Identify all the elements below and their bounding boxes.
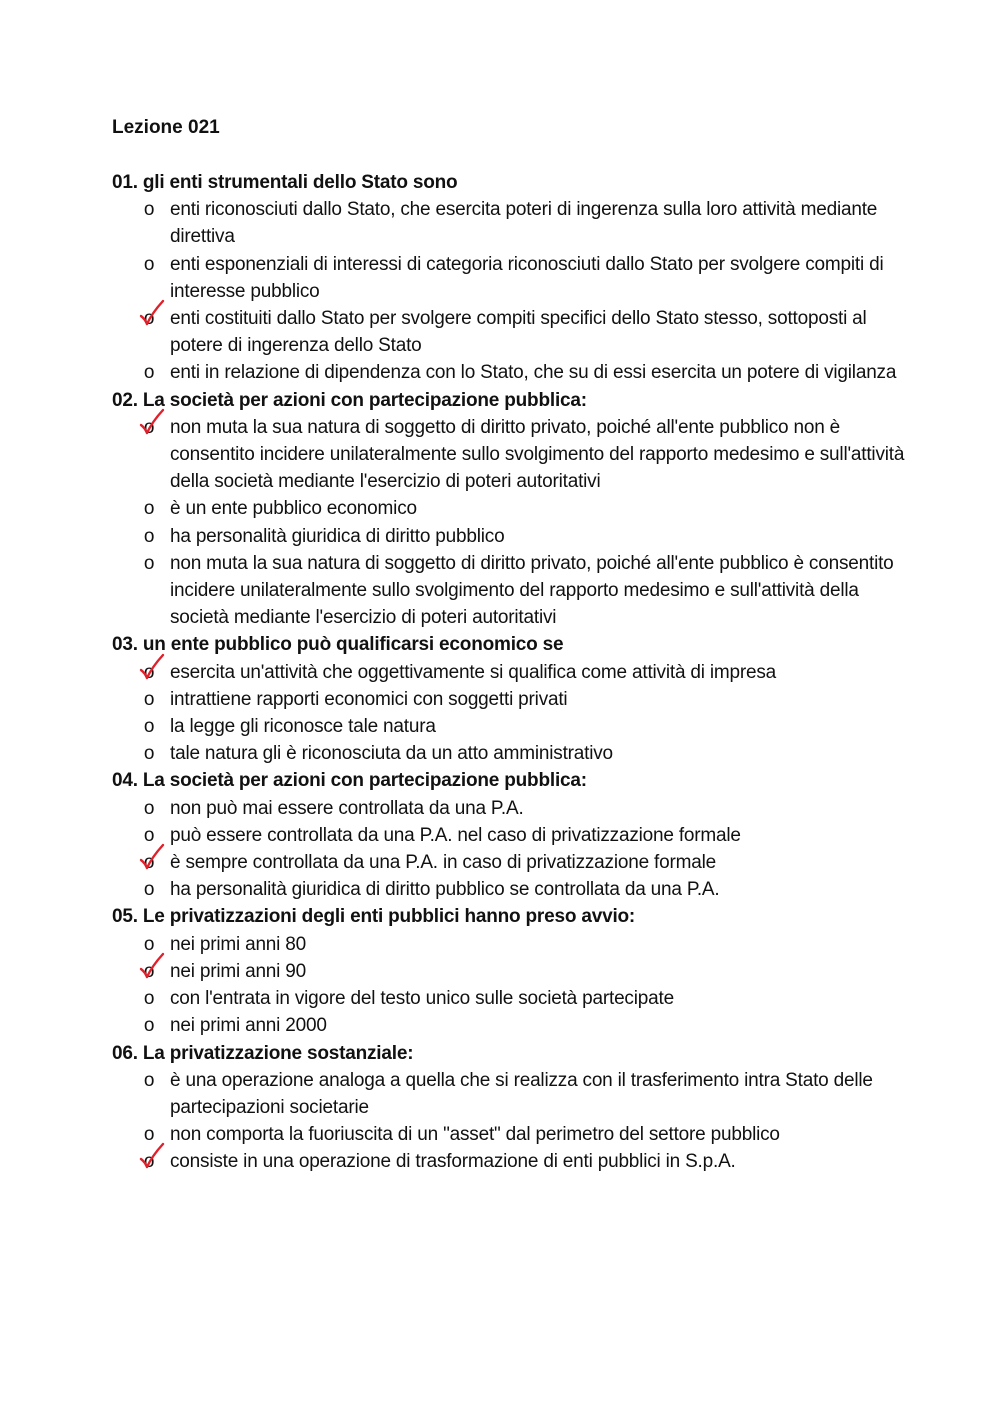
option-text: consiste in una operazione di trasformazione di enti pubblici in S.p.A. [170,1151,736,1173]
bullet-icon: o [143,824,155,846]
answer-option [112,713,912,740]
bullet-icon: o [143,852,155,874]
option-text: esercita un'attività che oggettivamente si qualifica come attività di impresa [170,661,777,683]
question-text: 03. un ente pubblico può qualificarsi economico se [112,634,564,656]
answer-option [112,1067,912,1121]
bullet-icon: o [143,416,155,438]
bullet-icon: o [143,661,155,683]
answer-option [112,985,912,1012]
answer-option [112,822,912,849]
checkmark-icon [138,952,168,982]
answer-option [112,686,912,713]
option-text: non muta la sua natura di soggetto di diritto privato, poiché all'ente pubblico non è consentito incidere unilateralmente sullo svolgimento del rapporto medesimo e sull'attività della società mediante l'esercizio di poteri autoritativi [170,416,905,493]
option-list [112,1067,912,1176]
bullet-icon: o [143,1069,155,1091]
bullet-icon: o [143,308,155,330]
answer-option [112,305,912,359]
option-text: ha personalità giuridica di diritto pubblico se controllata da una P.A. [170,879,720,901]
answer-option [112,251,912,305]
bullet-icon: o [143,253,155,275]
bullet-icon: o [143,797,155,819]
option-text: nei primi anni 90 [170,960,307,982]
checkmark-icon [138,408,168,438]
bullet-icon: o [143,1151,155,1173]
bullet-icon: o [143,552,155,574]
bullet-icon: o [143,362,155,384]
option-text: tale natura gli è riconosciuta da un atto amministrativo [170,743,613,765]
bullet-icon: o [143,1015,155,1037]
bullet-icon: o [143,716,155,738]
answer-option [112,523,912,550]
option-text: è un ente pubblico economico [170,498,417,520]
bullet-icon: o [143,498,155,520]
bullet-icon: o [143,525,155,547]
option-text: nei primi anni 80 [170,933,307,955]
answer-option [112,550,912,632]
bullet-icon: o [143,1124,155,1146]
bullet-icon: o [143,199,155,221]
option-list [112,931,912,1040]
question-block [112,903,912,1039]
answer-option [112,931,912,958]
answer-option [112,1148,912,1175]
question-block [112,767,912,903]
answer-option [112,659,912,686]
question-text: 05. Le privatizzazioni degli enti pubblici hanno preso avvio: [112,906,636,928]
option-text: non comporta la fuoriuscita di un "asset" dal perimetro del settore pubblico [170,1124,780,1146]
option-text: enti riconosciuti dallo Stato, che esercita poteri di ingerenza sulla loro attività mediante direttiva [170,199,878,248]
option-list [112,196,912,386]
answer-option [112,414,912,496]
question-list [112,169,912,1176]
answer-option [112,740,912,767]
question-block [112,169,912,387]
option-text: intrattiene rapporti economici con soggetti privati [170,688,568,710]
option-list [112,795,912,904]
option-text: enti esponenziali di interessi di categoria riconosciuti dallo Stato per svolgere compiti di interesse pubblico [170,253,884,302]
answer-option [112,876,912,903]
option-text: non può mai essere controllata da una P.A. [170,797,524,819]
answer-option [112,359,912,386]
checkmark-icon [138,843,168,873]
question-text: 06. La privatizzazione sostanziale: [112,1042,414,1064]
question-text: 02. La società per azioni con partecipazione pubblica: [112,389,587,411]
checkmark-icon [138,299,168,329]
answer-option [112,795,912,822]
answer-option [112,958,912,985]
checkmark-icon [138,653,168,683]
question-block [112,631,912,767]
option-text: la legge gli riconosce tale natura [170,716,436,738]
answer-option [112,1121,912,1148]
option-text: può essere controllata da una P.A. nel caso di privatizzazione formale [170,824,741,846]
answer-option [112,1012,912,1039]
answer-option [112,849,912,876]
bullet-icon: o [143,988,155,1010]
option-text: con l'entrata in vigore del testo unico sulle società partecipate [170,988,674,1010]
answer-option [112,196,912,250]
answer-option [112,495,912,522]
option-list [112,659,912,768]
option-text: è una operazione analoga a quella che si realizza con il trasferimento intra Stato delle partecipazioni societarie [170,1069,873,1118]
bullet-icon: o [143,743,155,765]
question-block [112,1040,912,1176]
option-text: enti in relazione di dipendenza con lo Stato, che su di essi esercita un potere di vigilanza [170,362,897,384]
option-text: nei primi anni 2000 [170,1015,327,1037]
option-text: enti costituiti dallo Stato per svolgere compiti specifici dello Stato stesso, sottoposti al potere di ingerenza dello Stato [170,308,867,357]
question-text: 04. La società per azioni con partecipazione pubblica: [112,770,587,792]
bullet-icon: o [143,688,155,710]
bullet-icon: o [143,960,155,982]
option-text: ha personalità giuridica di diritto pubblico [170,525,505,547]
question-block [112,387,912,632]
option-list [112,414,912,632]
option-text: è sempre controllata da una P.A. in caso di privatizzazione formale [170,852,716,874]
page-title: Lezione 021 [112,117,220,138]
question-text: 01. gli enti strumentali dello Stato sono [112,172,458,193]
option-text: non muta la sua natura di soggetto di diritto privato, poiché all'ente pubblico è consentito incidere unilateralmente sullo svolgimento del rapporto medesimo e sull'attività della società mediante l'esercizio di poteri autoritativi [170,552,894,629]
bullet-icon: o [143,933,155,955]
bullet-icon: o [143,879,155,901]
checkmark-icon [138,1142,168,1172]
